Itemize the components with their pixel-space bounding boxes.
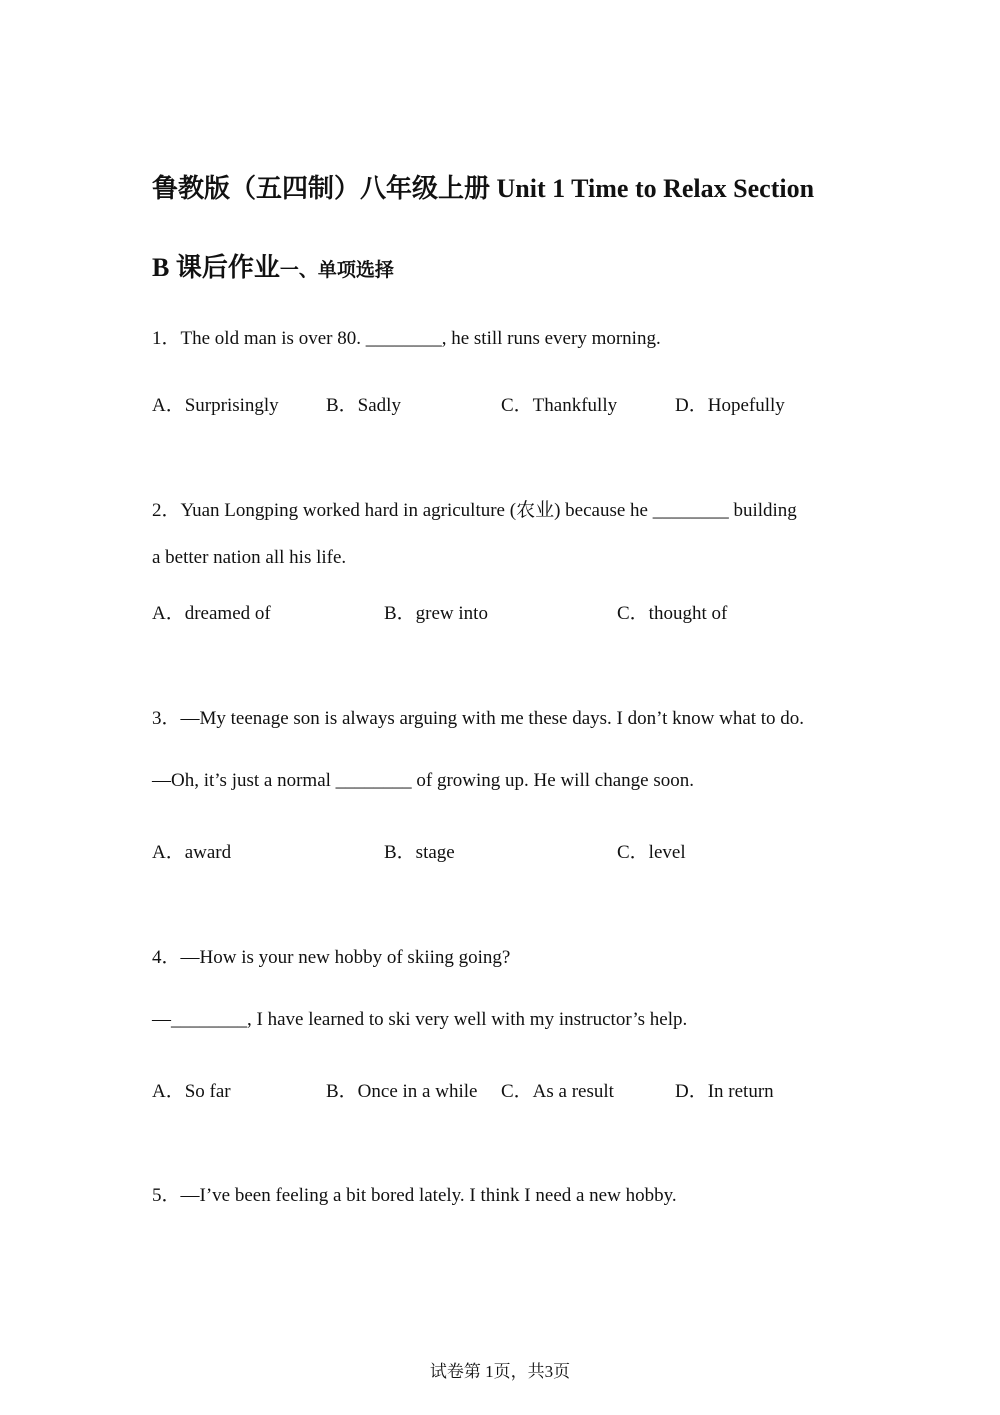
title-en-cont: B [152, 253, 176, 282]
title-cjk: 鲁教版（五四制）八年级上册 [152, 174, 491, 204]
question-2-option-c: C．thought of [617, 603, 728, 624]
question-3-option-c: C．level [617, 842, 686, 863]
section-heading: 一、单项选择 [279, 259, 394, 281]
question-2-stem-line-1: 2．Yuan Longping worked hard in agriculture (农业) because he ________ building [152, 500, 797, 521]
question-2-option-b: B．grew into [384, 603, 488, 624]
question-1-option-b: B．Sadly [326, 395, 401, 416]
question-5-stem: 5．—I’ve been feeling a bit bored lately. I think I need a new hobby. [152, 1185, 677, 1206]
question-1-stem: 1．The old man is over 80. ________, he still runs every morning. [152, 328, 661, 349]
question-3-option-a: A．award [152, 842, 232, 863]
title-en: Unit 1 Time to Relax Section [490, 174, 815, 203]
question-3-option-b: B．stage [384, 842, 455, 863]
question-4-option-c: C．As a result [501, 1081, 614, 1102]
page-title-line-2 [152, 247, 394, 284]
question-4-option-a: A．So far [152, 1081, 231, 1102]
question-4-stem-line-1: 4．—How is your new hobby of skiing going? [152, 947, 511, 968]
question-2-option-a: A．dreamed of [152, 603, 271, 624]
question-4-stem-line-2: —________, I have learned to ski very well with my instructor’s help. [152, 1009, 688, 1030]
question-4-option-b: B．Once in a while [326, 1081, 478, 1102]
question-1-option-c: C．Thankfully [501, 395, 618, 416]
question-3-stem-line-2: —Oh, it’s just a normal ________ of growing up. He will change soon. [152, 770, 694, 791]
title-cjk-cont: 课后作业 [175, 253, 280, 283]
page-footer: 试卷第 1页，共3页 [429, 1362, 571, 1381]
question-4-option-d: D．In return [675, 1081, 774, 1102]
question-1-option-d: D．Hopefully [675, 395, 785, 416]
question-1-option-a: A．Surprisingly [152, 395, 279, 416]
question-3-stem-line-1: 3．—My teenage son is always arguing with me these days. I don’t know what to do. [152, 708, 805, 729]
question-2-stem-line-2: a better nation all his life. [152, 547, 347, 568]
page-title-line-1 [152, 168, 814, 205]
